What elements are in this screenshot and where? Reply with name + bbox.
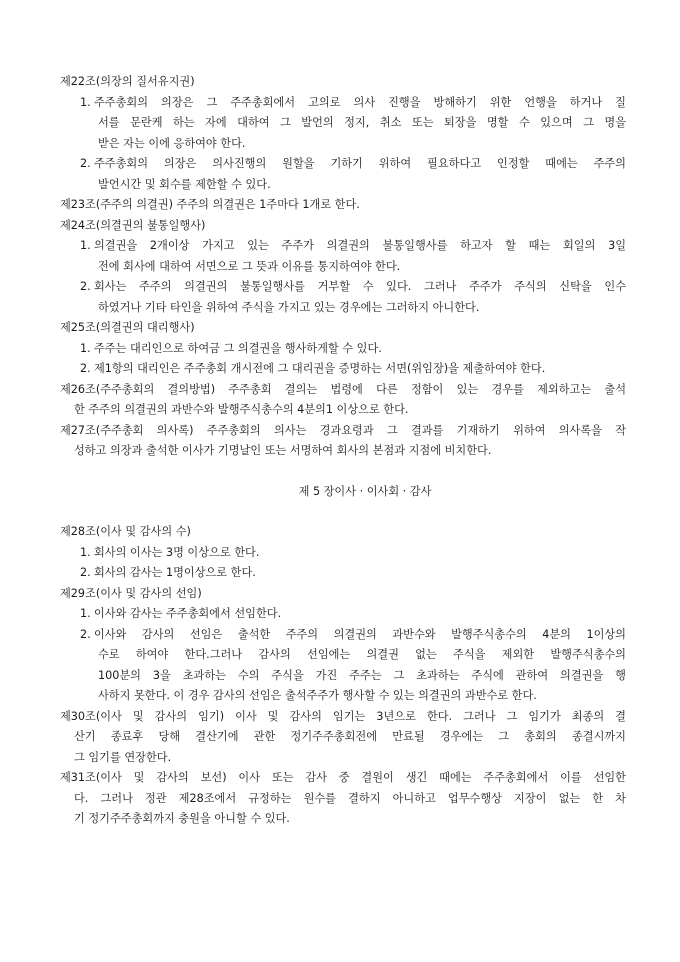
article-28-item-2 xyxy=(60,563,626,584)
article-29-item-2-line-4: 사하지 못한다. 이 경우 감사의 선임은 출석주주가 행사할 수 있는 의결권의 과반수로 한다. xyxy=(98,689,537,702)
article-22-heading: 제22조(의장의 질서유지권) xyxy=(60,75,195,88)
article-22-item-2-line-2: 발언시간 및 회수를 제한할 수 있다. xyxy=(98,177,271,191)
item-number: 2. xyxy=(80,157,91,170)
article-29-item-2-line-1 xyxy=(60,625,626,646)
article-24-item-1-line-1 xyxy=(60,236,626,257)
item-number: 2. xyxy=(80,280,91,293)
item-text: 회사의 감사는 1명이상으로 한다. xyxy=(94,566,256,579)
article-24-item-1-line-2: 전에 회사에 대하여 서면으로 그 뜻과 이유를 통지하여야 한다. xyxy=(98,259,401,273)
item-text: 제1항의 대리인은 주주총회 개시전에 그 대리권을 증명하는 서면(위임장)을 제출하여야 한다. xyxy=(94,362,546,375)
item-text: 주주총회의 의장은 의사진행의 원할을 기하기 위하여 필요하다고 인정할 때에는 주주의 xyxy=(94,157,626,170)
item-number: 1. xyxy=(80,607,91,620)
article-29-item-1 xyxy=(60,604,626,625)
article-24-item-2-line-1 xyxy=(60,277,626,298)
article-22-item-1-line-2: 서를 문란케 하는 자에 대하여 그 발언의 정지, 취소 또는 퇴장을 명할 수 있으며 그 명을 xyxy=(98,116,626,129)
item-text: 주주총회의 의장은 그 주주총회에서 고의로 의사 진행을 방해하기 위한 언행을 하거나 질 xyxy=(94,95,626,109)
document-body xyxy=(60,72,626,830)
article-29-heading: 제29조(이사 및 감사의 선임) xyxy=(60,586,202,600)
item-text: 회사의 이사는 3명 이상으로 한다. xyxy=(94,545,260,559)
article-28-item-1 xyxy=(60,543,626,564)
item-number: 1. xyxy=(80,341,91,355)
article-26-continuation: 한 주주의 의결권의 과반수와 발행주식총수의 4분의1 이상으로 한다. xyxy=(74,403,409,416)
article-30-continuation-1: 산기 종료후 당해 결산기에 관한 정기주주총회전에 만료될 경우에는 그 총회의 종결시까지 xyxy=(74,730,626,743)
article-24-item-2-line-2: 하였거나 기타 타인을 위하여 주식을 가지고 있는 경우에는 그러하지 아니한다. xyxy=(98,300,480,314)
article-27-continuation: 성하고 의장과 출석한 이사가 기명날인 또는 서명하여 회사의 본점과 지점에 비치한다. xyxy=(74,444,492,457)
item-text: 이사와 감사의 선임은 출석한 주주의 의결권의 과반수와 발행주식총수의 4분의 1이상의 xyxy=(94,627,626,641)
item-text: 의결권을 2개이상 가지고 있는 주주가 의결권의 불통일행사를 하고자 할 때는 회일의 3일 xyxy=(94,239,626,252)
item-number: 2. xyxy=(80,362,91,375)
article-28-heading: 제28조(이사 및 감사의 수) xyxy=(60,525,191,538)
article-24-heading: 제24조(의결권의 불통일행사) xyxy=(60,218,206,232)
article-23-heading: 제23조(주주의 의결권) 주주의 의결권은 1주마다 1개로 한다. xyxy=(60,198,360,211)
chapter-5-title: 제 5 장이사 · 이사회 · 감사 xyxy=(298,484,432,498)
item-text: 이사와 감사는 주주총회에서 선임한다. xyxy=(94,607,282,620)
article-29-item-2-line-2: 수로 하여야 한다.그러나 감사의 선임에는 의결권 없는 주식을 제외한 발행주식총수의 xyxy=(98,648,626,661)
article-22-item-1-line-3: 받은 자는 이에 응하여야 한다. xyxy=(98,136,246,150)
article-26-heading: 제26조(주주총회의 결의방법) 주주총회 결의는 법령에 다른 정함이 있는 경우를 제외하고는 출석 xyxy=(60,382,626,396)
item-text: 회사는 주주의 의결권의 불통일행사를 거부할 수 있다. 그러나 주주가 주식의 신탁을 인수 xyxy=(94,280,626,293)
item-number: 2. xyxy=(80,566,91,579)
item-number: 2. xyxy=(80,627,91,641)
article-25-heading: 제25조(의결권의 대리행사) xyxy=(60,321,195,334)
article-31-continuation-1: 다. 그러나 정관 제28조에서 규정하는 원수를 결하지 아니하고 업무수행상 지장이 없는 한 차 xyxy=(74,791,626,805)
article-30-heading: 제30조(이사 및 감사의 임기) 이사 및 감사의 임기는 3년으로 한다. 그러나 그 임기가 최종의 결 xyxy=(60,709,626,723)
article-31-continuation-2: 기 정기주주총회까지 충원을 아니할 수 있다. xyxy=(74,812,290,825)
article-31-heading: 제31조(이사 및 감사의 보선) 이사 또는 감사 중 결원이 생긴 때에는 주주총회에서 이를 선임한 xyxy=(60,771,626,784)
item-number: 1. xyxy=(80,95,91,109)
article-29-item-2-line-3: 100분의 3을 초과하는 수의 주식을 가진 주주는 그 초과하는 주식에 관하여 의결권을 행 xyxy=(98,668,626,682)
item-number: 1. xyxy=(80,239,91,252)
article-30-continuation-2: 그 임기를 연장한다. xyxy=(74,750,172,764)
item-number: 1. xyxy=(80,545,91,559)
article-22-item-2-line-1 xyxy=(60,154,626,175)
article-25-item-1 xyxy=(60,339,626,360)
article-25-item-2 xyxy=(60,359,626,380)
article-27-heading: 제27조(주주총회 의사록) 주주총회의 의사는 경과요령과 그 결과를 기재하기 위하여 의사록을 작 xyxy=(60,423,626,437)
item-text: 주주는 대리인으로 하여금 그 의결권을 행사하게할 수 있다. xyxy=(94,341,382,355)
article-22-item-1-line-1 xyxy=(60,93,626,114)
